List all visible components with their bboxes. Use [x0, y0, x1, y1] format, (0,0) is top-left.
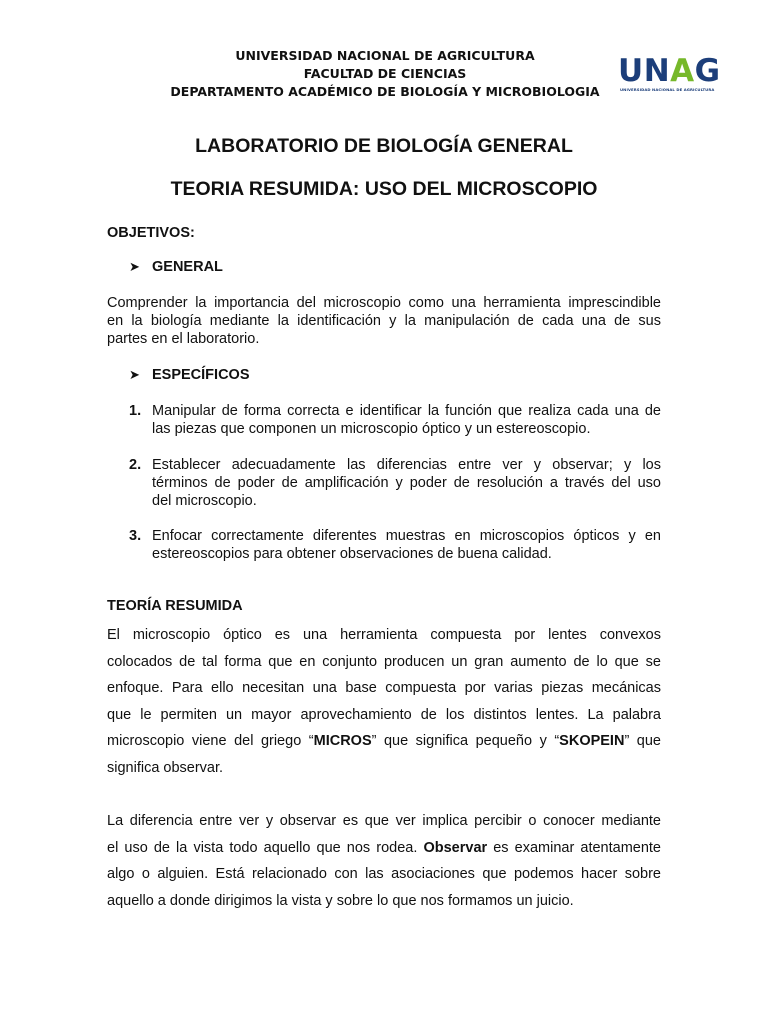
term-skopein: SKOPEIN [559, 733, 625, 750]
item-number: 3. [129, 528, 142, 544]
theory-paragraph-1: El microscopio óptico es una herramienta compuesta por lentes convexos colocados de tal forma que en conjunto producen un gran aumento de lo que se enfoque. Para ello necesitan una base compuesta por varias piezas mecánicas que le permiten un mayor aprovechamiento de los distintos lentes. La palabra microscopio viene del griego “MICROS” que significa pequeño y “SKOPEIN” que significa observar. [107, 627, 661, 776]
header-university: UNIVERSIDAD NACIONAL DE AGRICULTURA [235, 48, 535, 63]
item-text: Enfocar correctamente diferentes muestras en microscopios ópticos y en estereoscopios para obtener observaciones de buena calidad. [152, 528, 661, 562]
logo-wordmark: UNAG [618, 53, 721, 89]
specific-objectives-heading: ➤ ESPECÍFICOS [129, 367, 250, 383]
logo-subtitle: UNIVERSIDAD NACIONAL DE AGRICULTURA [620, 87, 715, 92]
item-number: 2. [129, 457, 142, 473]
term-micros: MICROS [313, 733, 372, 750]
document-title: TEORIA RESUMIDA: USO DEL MICROSCOPIO [170, 178, 598, 200]
unag-logo [618, 53, 721, 95]
arrow-bullet-icon: ➤ [129, 259, 140, 274]
theory-heading: TEORÍA RESUMIDA [107, 598, 243, 614]
term-observar: Observar [423, 839, 488, 856]
header-department: DEPARTAMENTO ACADÉMICO DE BIOLOGÍA Y MICROBIOLOGIA [170, 84, 600, 99]
objectives-heading: OBJETIVOS: [107, 225, 195, 241]
theory-paragraph-2: La diferencia entre ver y observar es que ver implica percibir o conocer mediante el uso de la vista todo aquello que nos rodea. Observar es examinar atentamente algo o alguien. Está relacionado con las asociaciones que podemos hacer sobre aquello a donde dirigimos la vista y sobre lo que nos formamos un juicio. [107, 813, 661, 909]
item-text: Manipular de forma correcta e identificar la función que realiza cada una de las piezas que componen un microscopio óptico y un estereoscopio. [152, 403, 661, 437]
etymology-line: microscopio viene del griego “MICROS” que significa pequeño y “SKOPEIN” que [107, 733, 661, 750]
institution-header [150, 47, 620, 101]
general-objective-text: Comprender la importancia del microscopio como una herramienta imprescindible en la biología mediante la identificación y la manipulación de cada una de sus partes en el laboratorio. [107, 295, 661, 347]
item-number: 1. [129, 403, 142, 419]
general-objective-heading: ➤ GENERAL [129, 259, 223, 275]
item-text: Establecer adecuadamente las diferencias entre ver y observar; y los términos de poder de amplificación y poder de resolución a través del uso del microscopio. [152, 457, 661, 509]
header-faculty: FACULTAD DE CIENCIAS [303, 66, 467, 81]
lab-title: LABORATORIO DE BIOLOGÍA GENERAL [195, 135, 573, 157]
arrow-bullet-icon: ➤ [129, 367, 140, 382]
